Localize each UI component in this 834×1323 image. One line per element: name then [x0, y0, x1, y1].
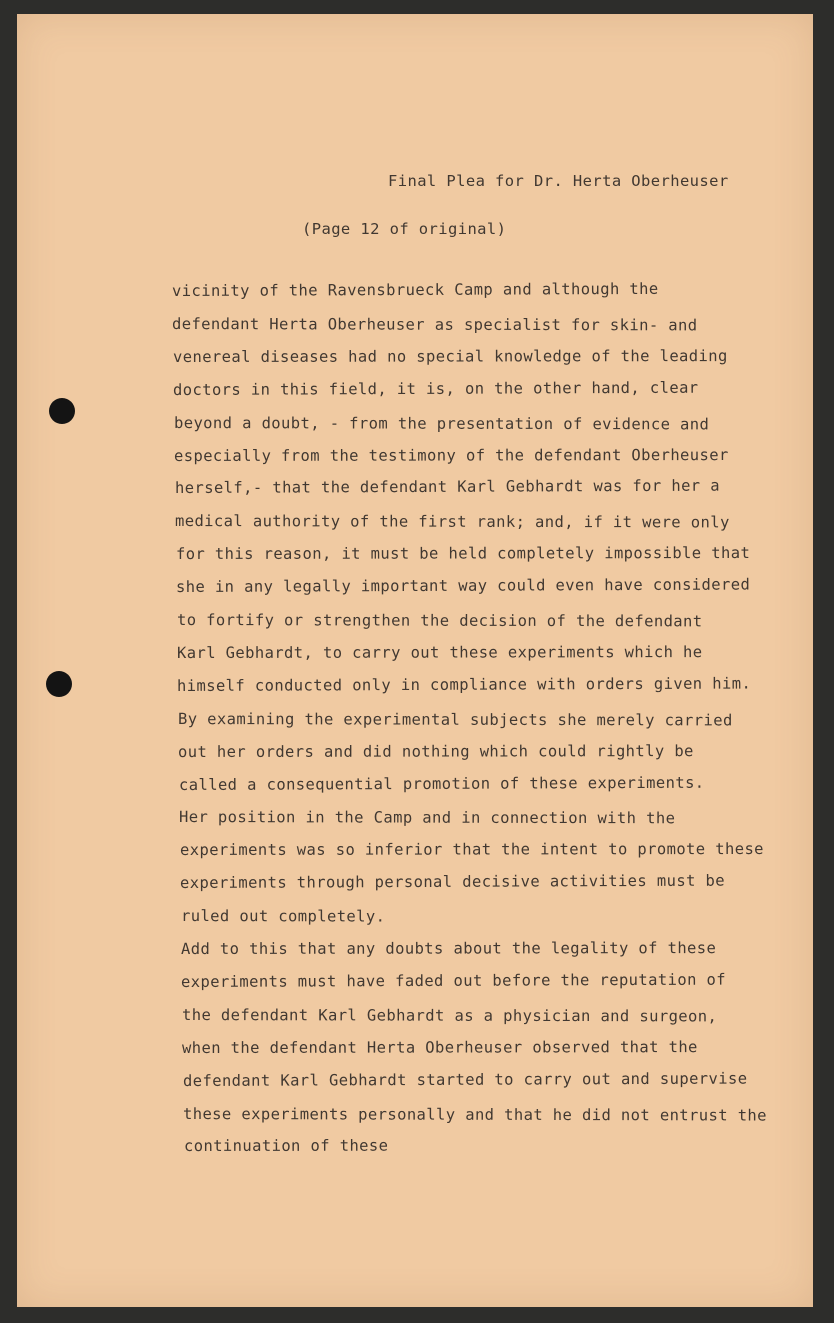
body-line: venereal diseases had no special knowledge of the leading	[172, 346, 728, 366]
body-line: Add to this that any doubts about the legality of these	[180, 939, 717, 958]
body-line: experiments was so inferior that the intent to promote these	[179, 840, 764, 860]
punch-hole-upper	[49, 398, 75, 424]
body-line: especially from the testimony of the defendant Oberheuser	[174, 445, 729, 465]
body-line: himself conducted only in compliance with orders given him.	[177, 674, 752, 695]
body-line: when the defendant Herta Oberheuser observed that the	[182, 1037, 699, 1057]
body-line: she in any legally important way could even have considered	[176, 575, 751, 597]
body-line: defendant Herta Oberheuser as specialist for skin- and	[172, 314, 698, 335]
body-line: called a consequential promotion of these experiments.	[178, 773, 705, 794]
punch-hole-lower	[46, 671, 72, 697]
body-line: experiments through personal decisive activities must be	[180, 871, 726, 893]
body-line: doctors in this field, it is, on the other hand, clear	[173, 378, 699, 399]
body-line: ruled out completely.	[180, 907, 385, 926]
body-line: By examining the experimental subjects she merely carried	[177, 709, 733, 730]
body-line: experiments must have faded out before the reputation of	[181, 970, 727, 991]
body-line: the defendant Karl Gebhardt as a physician and surgeon,	[181, 1005, 718, 1026]
body-line: these experiments personally and that he did not entrust the	[183, 1104, 768, 1125]
body-line: out her orders and did nothing which could rightly be	[178, 741, 695, 761]
body-line: herself,- that the defendant Karl Gebhardt was for her a	[174, 477, 720, 498]
body-line: for this reason, it must be held completely impossible that	[175, 544, 750, 564]
body-line: vicinity of the Ravensbrueck Camp and although the	[171, 279, 659, 300]
body-line: Karl Gebhardt, to carry out these experiments which he	[176, 642, 703, 662]
body-line: to fortify or strengthen the decision of the defendant	[176, 611, 703, 631]
body-line: Her position in the Camp and in connection with the	[179, 808, 676, 828]
body-line: defendant Karl Gebhardt started to carry out and supervise	[182, 1069, 748, 1090]
body-line: continuation of these	[183, 1137, 389, 1156]
body-line: beyond a doubt, - from the presentation of evidence and	[173, 413, 710, 433]
document-header: Final Plea for Dr. Herta Oberheuser	[388, 172, 729, 190]
page-reference: (Page 12 of original)	[302, 220, 507, 238]
body-line: medical authority of the first rank; and, if it were only	[175, 512, 730, 532]
